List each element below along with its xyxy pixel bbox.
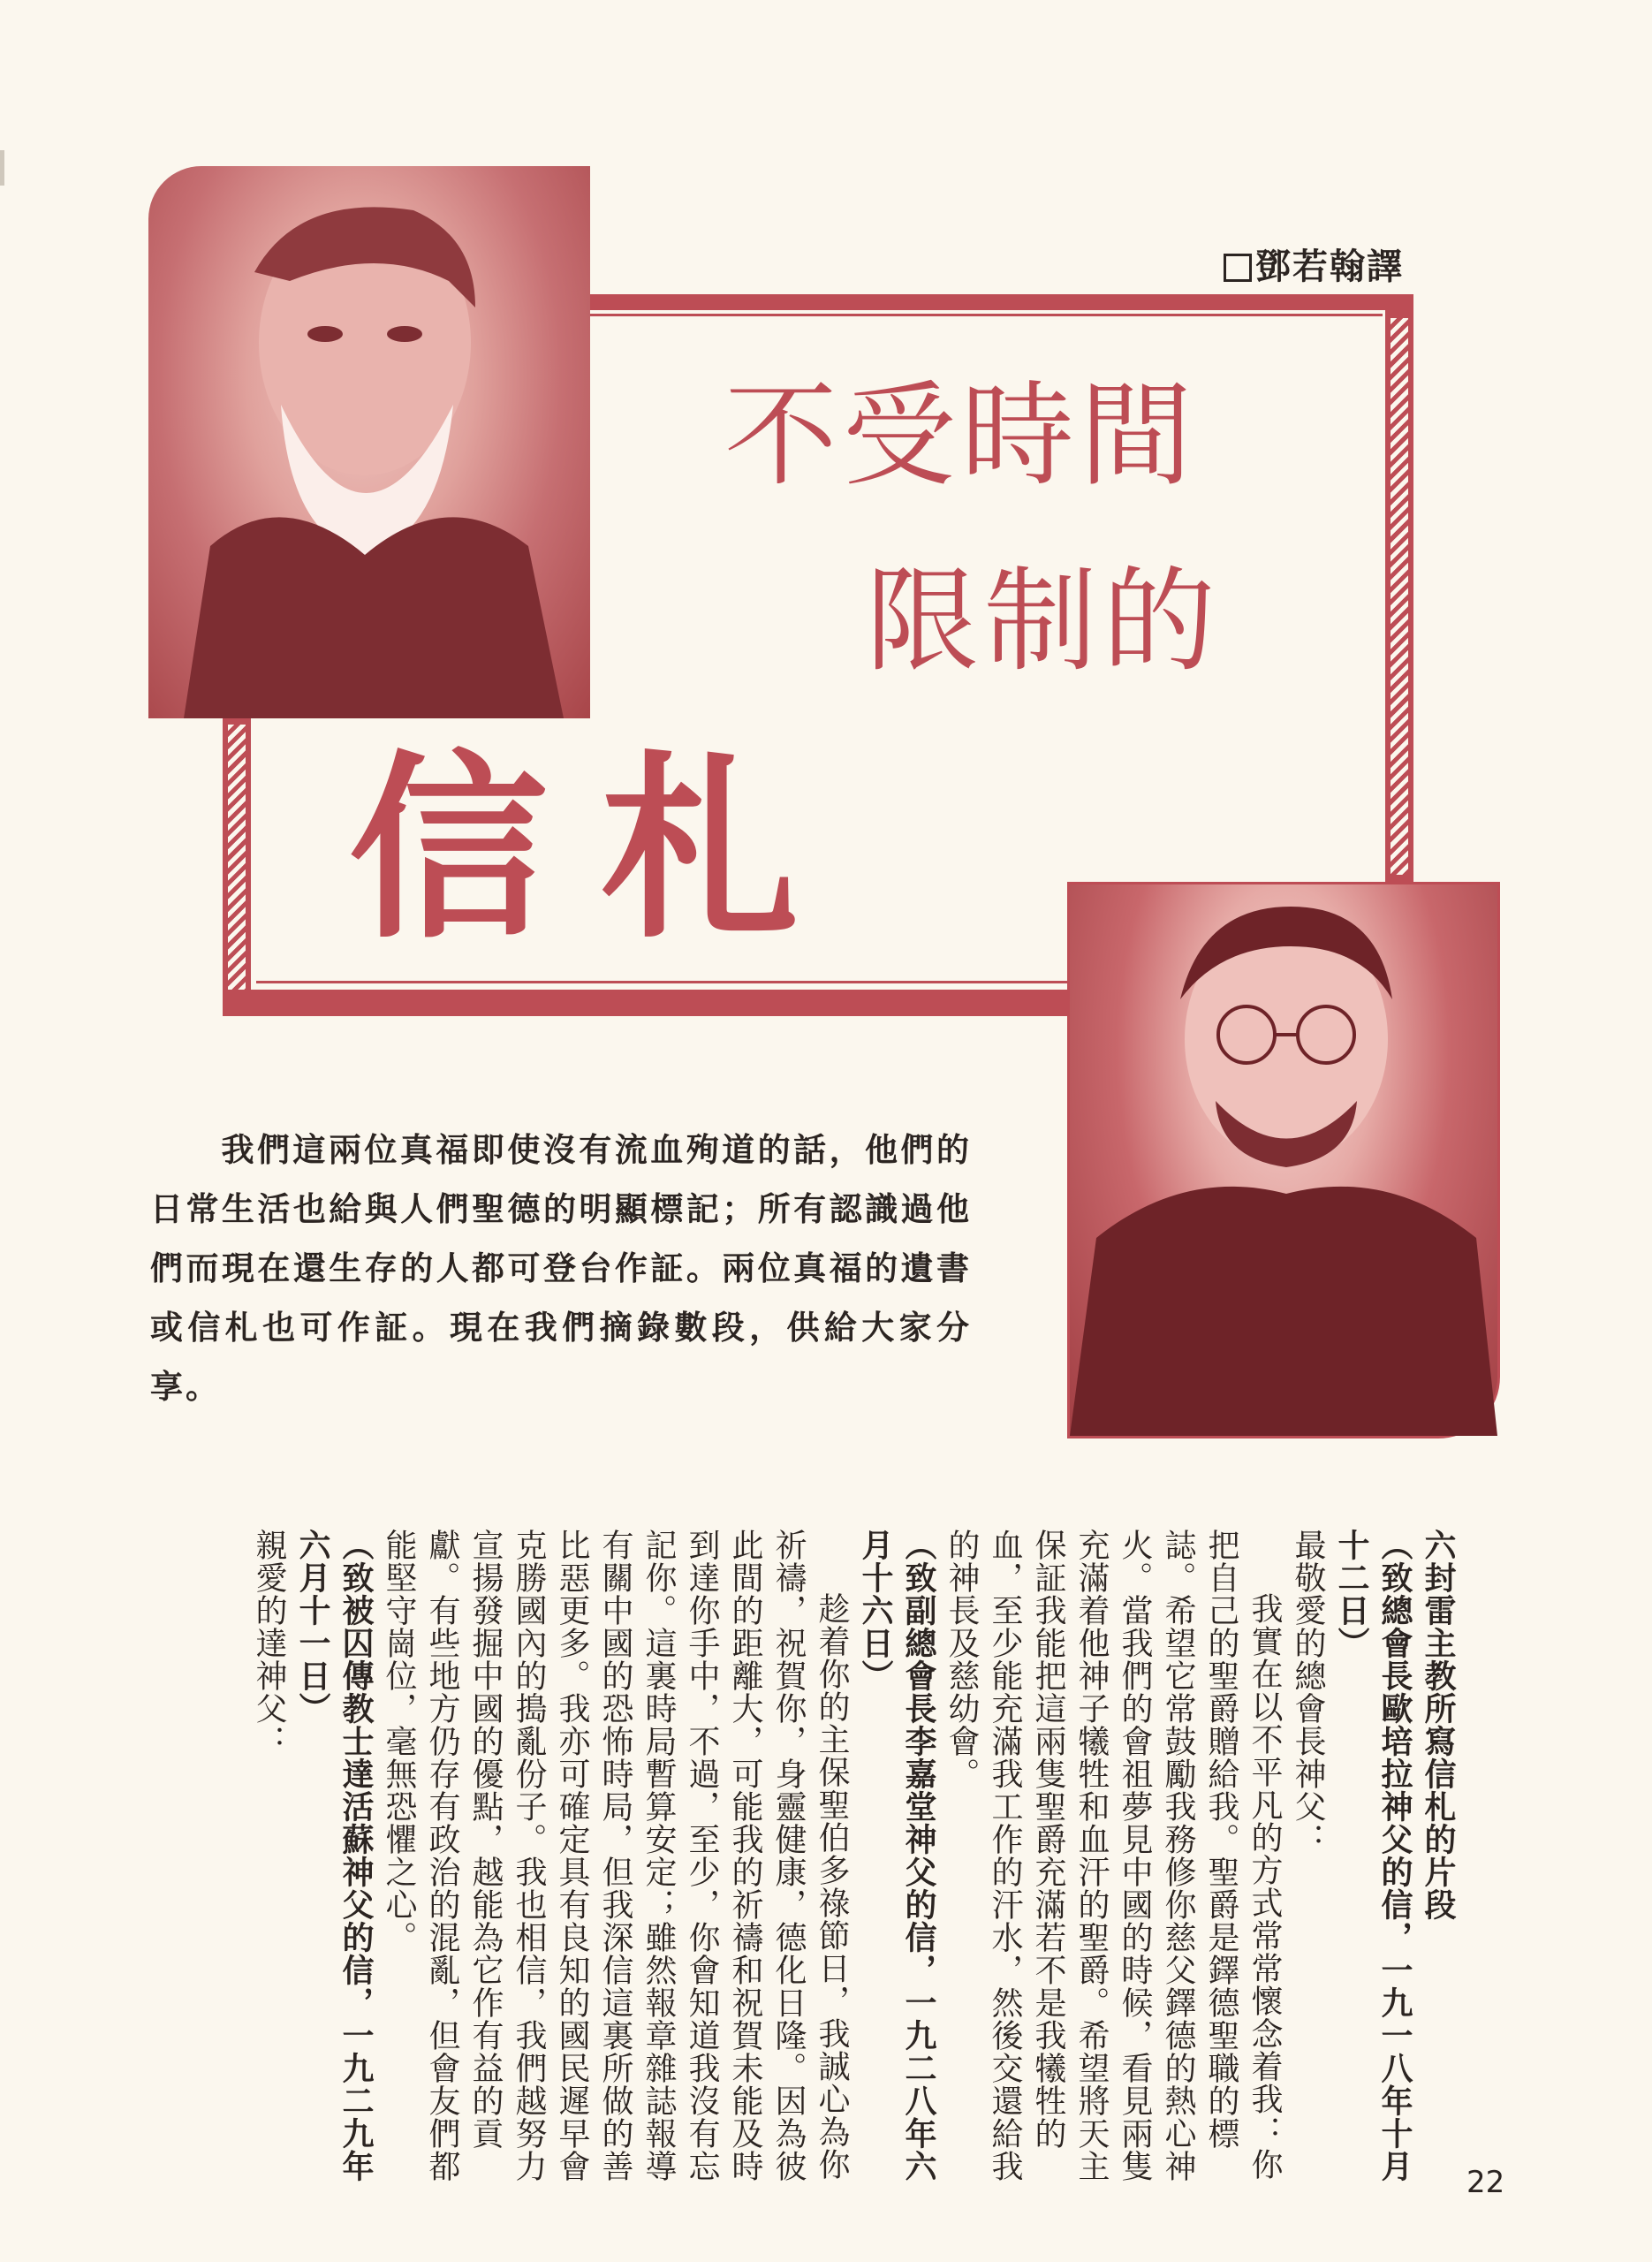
frame-inner-line: [256, 981, 1073, 983]
portrait-bespectacled-priest: [1067, 882, 1500, 1438]
article-heading: 六封雷主教所寫信札的片段: [1420, 1529, 1456, 1921]
portrait-silhouette-2: [1070, 884, 1497, 1436]
frame-left-hatch: [228, 725, 246, 998]
letter-1-body: 我實在以不平凡的方式常常懷念着我：你把自己的聖爵贈給我。聖爵是鐸德聖職的標誌。希望它常鼓勵我務修你慈父鐸德的熱心神火。當我們的會祖夢見中國的時候，看見兩隻充滿着他神子犧牲和血汗的聖爵。希望將天主保証我能把這兩隻聖爵充滿若不是我犧牲的血，至少能充滿我工作的汗水，然後交還給我的神長及慈幼會。: [943, 1529, 1283, 2182]
frame-right-hatch: [1391, 318, 1408, 875]
intro-text: 我們這兩位真福即使沒有流血殉道的話，他們的日常生活也給與人們聖德的明顯標記；所有認識過他們而現在還生存的人都可登台作証。兩位真福的遺書或信札也可作証。現在我們摘錄數段，供給大家分享。: [150, 1130, 972, 1406]
page-number: 22: [1466, 2165, 1505, 2200]
letter-1-source: （致總會長歐培拉神父的信，一九一八年十月十二日）: [1333, 1529, 1413, 2182]
frame-inner-line: [587, 314, 1383, 316]
translator-name: 鄧若翰譯: [1255, 247, 1404, 287]
letter-2-source: （致副總會長李嘉堂神父的信，一九二八年六月十六日）: [857, 1529, 937, 2182]
frame-bottom-bar: [223, 990, 1075, 1016]
title-main: 信札: [349, 734, 853, 966]
letter-3-salutation: 親愛的達神父：: [251, 1529, 287, 1757]
portrait-silhouette-1: [148, 166, 590, 718]
title-line-2: 限制的: [866, 556, 1222, 687]
letter-1-salutation: 最敬愛的總會長神父：: [1290, 1529, 1326, 1856]
title-line-1: 不受時間: [724, 370, 1199, 502]
letter-2-body: 趁着你的主保聖伯多祿節日，我誠心為你祈禱，祝賀你，身靈健康，德化日隆。因為彼此間的距離大，可能我的祈禱和祝賀未能及時到達你手中，不過，至少，你會知道我沒有忘記你。這裏時局暫算安定；雖然報章雜誌報導有關中國的恐怖時局，但我深信這裏所做的善比惡更多。我亦可確定具有良知的國民遲早會克勝國內的搗亂份子。我也相信，我們越努力宣揚發掘中國的優點，越能為它作有益的貢獻。有些地方仍存有政治的混亂，但會友們都能堅守崗位，毫無恐懼之心。: [381, 1529, 850, 2182]
scan-edge-mark: [0, 150, 4, 186]
portrait-bearded-priest: [148, 166, 590, 718]
bullet-box-icon: [1224, 254, 1252, 282]
frame-top-bar: [587, 294, 1413, 310]
article-vertical-text: [247, 1529, 1459, 2209]
intro-paragraph: [150, 1120, 972, 1416]
translator-credit: [1224, 239, 1404, 289]
letter-3-source: （致被囚傳教士達活蘇神父的信，一九二九年六月十一日）: [294, 1529, 375, 2182]
